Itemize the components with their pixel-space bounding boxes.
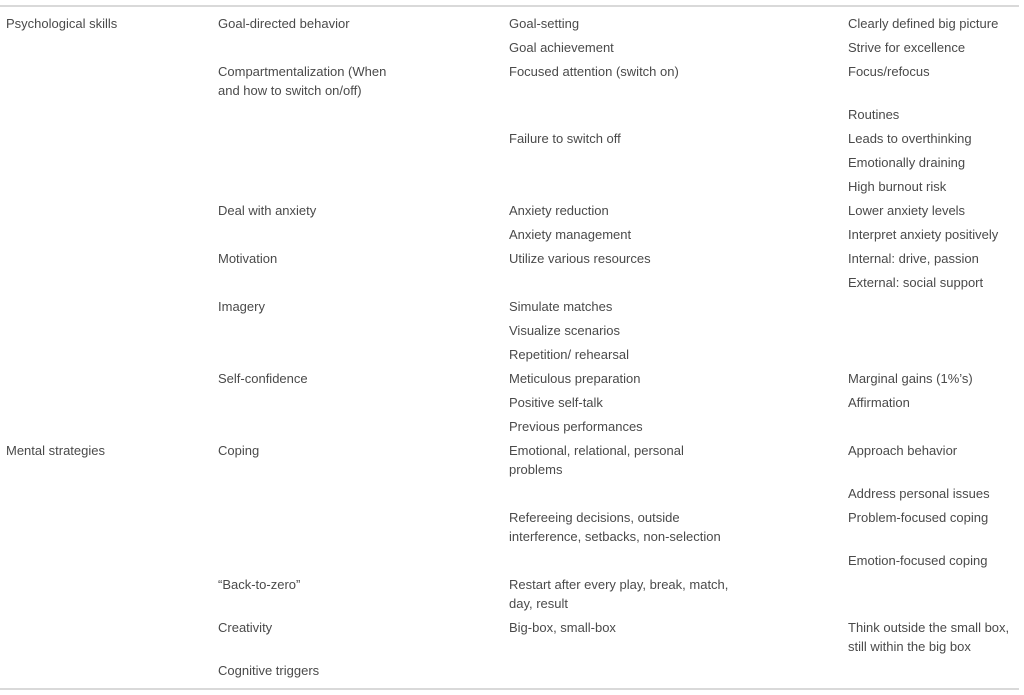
outcome-cell: Emotionally draining: [848, 155, 966, 170]
outcome-cell: Leads to overthinking: [848, 131, 972, 146]
outcome-line: still within the big box: [848, 639, 971, 654]
outcome-cell: Marginal gains (1%’s): [848, 371, 973, 386]
component-cell: [509, 575, 728, 613]
component-cell: Visualize scenarios: [509, 323, 621, 338]
outcome-cell: Focus/refocus: [848, 64, 930, 79]
component-cell: Big-box, small-box: [509, 620, 616, 635]
category-cell: Mental strategies: [6, 443, 105, 458]
skill-cell: Motivation: [218, 251, 278, 266]
outcome-cell: Lower anxiety levels: [848, 203, 966, 218]
skill-cell: Imagery: [218, 299, 265, 314]
component-cell: Previous performances: [509, 419, 643, 434]
outcome-cell: Problem-focused coping: [848, 510, 989, 525]
outcome-cell: Strive for excellence: [848, 40, 966, 55]
skill-cell: [218, 62, 386, 100]
category-cell: Psychological skills: [6, 16, 118, 31]
outcome-cell: Emotion-focused coping: [848, 553, 988, 568]
skill-line: and how to switch on/off): [218, 83, 362, 98]
component-cell: [509, 508, 721, 546]
component-cell: [509, 441, 684, 479]
component-line: Restart after every play, break, match,: [509, 577, 729, 592]
component-cell: Goal achievement: [509, 40, 614, 55]
component-cell: Utilize various resources: [509, 251, 651, 266]
table-top-rule: [0, 5, 1019, 7]
table-bottom-rule: [0, 688, 1019, 690]
skill-cell: Cognitive triggers: [218, 663, 320, 678]
component-cell: Anxiety reduction: [509, 203, 609, 218]
outcome-cell: Clearly defined big picture: [848, 16, 999, 31]
outcome-cell: Interpret anxiety positively: [848, 227, 999, 242]
skill-cell: “Back-to-zero”: [218, 577, 301, 592]
outcome-cell: [848, 618, 1009, 656]
skill-line: Compartmentalization (When: [218, 64, 387, 79]
component-cell: Simulate matches: [509, 299, 613, 314]
outcome-cell: Address personal issues: [848, 486, 990, 501]
component-line: interference, setbacks, non-selection: [509, 529, 721, 544]
skill-cell: Coping: [218, 443, 260, 458]
component-line: Emotional, relational, personal: [509, 443, 684, 458]
skill-cell: Creativity: [218, 620, 273, 635]
component-line: problems: [509, 462, 563, 477]
component-cell: Meticulous preparation: [509, 371, 641, 386]
outcome-cell: Approach behavior: [848, 443, 958, 458]
component-line: Refereeing decisions, outside: [509, 510, 680, 525]
component-cell: Focused attention (switch on): [509, 64, 679, 79]
component-cell: Goal-setting: [509, 16, 580, 31]
outcome-cell: Internal: drive, passion: [848, 251, 979, 266]
component-cell: Repetition/ rehearsal: [509, 347, 629, 362]
outcome-cell: Affirmation: [848, 395, 910, 410]
component-cell: Anxiety management: [509, 227, 632, 242]
outcome-cell: High burnout risk: [848, 179, 947, 194]
outcome-cell: Routines: [848, 107, 900, 122]
component-cell: Positive self-talk: [509, 395, 603, 410]
skill-cell: Goal-directed behavior: [218, 16, 350, 31]
component-line: day, result: [509, 596, 569, 611]
component-cell: Failure to switch off: [509, 131, 621, 146]
outcome-line: Think outside the small box,: [848, 620, 1010, 635]
skill-cell: Deal with anxiety: [218, 203, 317, 218]
skill-cell: Self-confidence: [218, 371, 308, 386]
outcome-cell: External: social support: [848, 275, 984, 290]
